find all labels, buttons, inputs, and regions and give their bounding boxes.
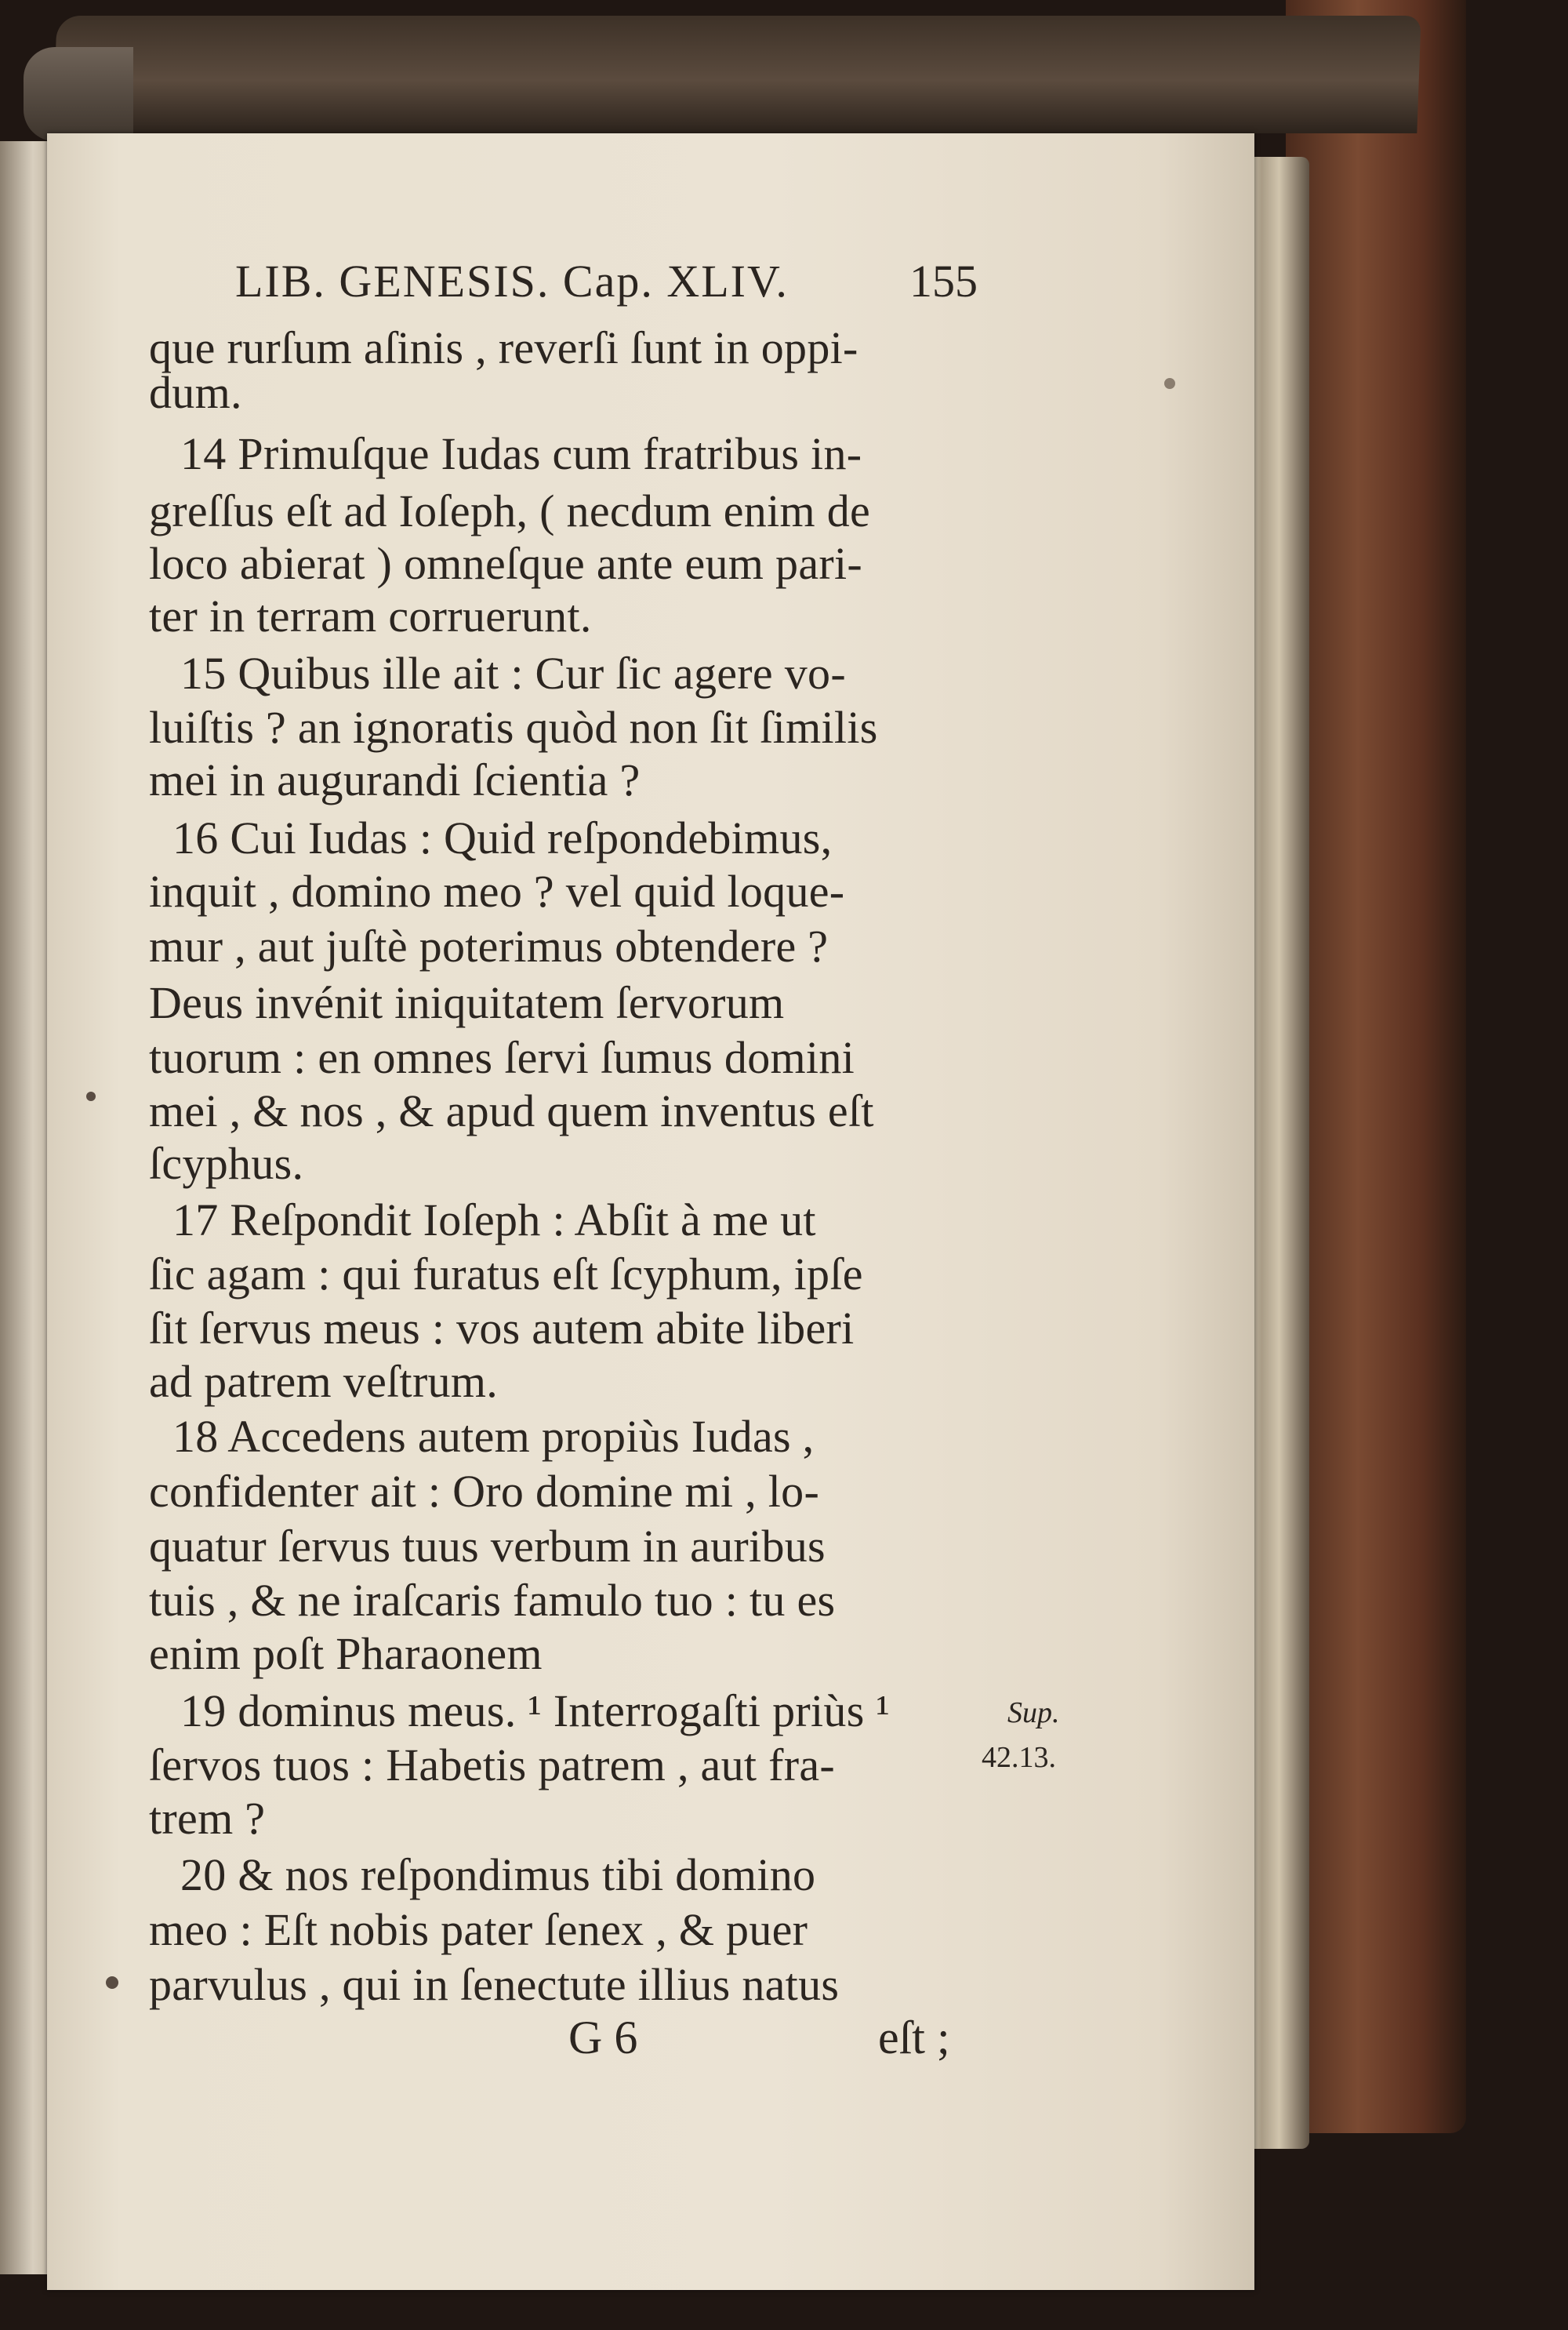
text-line: 15 Quibus ille ait : Cur ſic agere vo- <box>180 648 846 699</box>
text-line: ſervos tuos : Habetis patrem , aut fra- <box>149 1739 835 1790</box>
text-line: inquit , domino meo ? vel quid loque- <box>149 866 845 917</box>
text-line: ſit ſervus meus : vos autem abite liberi <box>149 1303 855 1354</box>
text-line: mei in augurandi ſcientia ? <box>149 754 641 805</box>
running-title: LIB. GENESIS. Cap. XLIV. <box>235 256 789 307</box>
page-number: 155 <box>909 256 978 307</box>
text-line: trem ? <box>149 1793 266 1844</box>
text-line: mei , & nos , & apud quem inventus eſt <box>149 1085 874 1136</box>
text-line: 19 dominus meus. ¹ Interrogaſti priùs ¹ <box>180 1685 891 1736</box>
book-cover <box>1286 0 1466 2133</box>
text-line: loco abierat ) omneſque ante eum pari- <box>149 538 863 589</box>
text-line: 17 Reſpondit Ioſeph : Abſit à me ut <box>172 1194 816 1245</box>
marginal-note-line1: Sup. <box>1007 1696 1060 1729</box>
marginal-note-line2: 42.13. <box>982 1741 1056 1774</box>
text-line: confidenter ait : Oro domine mi , lo- <box>149 1466 820 1517</box>
text-line: mur , aut juſtè poterimus obtendere ? <box>149 921 829 972</box>
text-line: 14 Primuſque Iudas cum fratribus in- <box>180 428 862 479</box>
margin-speck <box>1164 378 1175 389</box>
text-line: ſic agam : qui furatus eſt ſcyphum, ipſe <box>149 1249 863 1299</box>
text-line: tuis , & ne iraſcaris famulo tuo : tu es <box>149 1575 836 1626</box>
margin-speck <box>86 1092 96 1101</box>
signature-mark: G 6 <box>568 2012 638 2063</box>
text-line: 20 & nos reſpondimus tibi domino <box>180 1849 816 1900</box>
text-line: dum. <box>149 367 242 418</box>
text-line: tuorum : en omnes ſervi ſumus domini <box>149 1032 855 1083</box>
text-line: ad patrem veſtrum. <box>149 1356 499 1407</box>
text-line: Deus invénit iniquitatem ſervorum <box>149 977 785 1028</box>
text-line: 16 Cui Iudas : Quid reſpondebimus, <box>172 812 833 863</box>
text-line: 18 Accedens autem propiùs Iudas , <box>172 1411 815 1462</box>
headband <box>24 47 133 141</box>
text-line: meo : Eſt nobis pater ſenex , & puer <box>149 1904 808 1955</box>
text-line: ſcyphus. <box>149 1138 304 1189</box>
text-line: luiſtis ? an ignoratis quòd non ſit ſimilis <box>149 702 878 753</box>
page-block-top-edge <box>53 16 1421 133</box>
text-line: quatur ſervus tuus verbum in auribus <box>149 1521 826 1572</box>
text-line: ter in terram corruerunt. <box>149 591 592 642</box>
text-line: parvulus , qui in ſenectute illius natus <box>149 1959 840 2010</box>
text-line: enim poſt Pharaonem <box>149 1628 543 1679</box>
catchword: eſt ; <box>878 2012 950 2063</box>
margin-speck <box>106 1976 118 1989</box>
text-line: greſſus eſt ad Ioſeph, ( necdum enim de <box>149 485 871 536</box>
text-line: que rurſum aſinis , reverſi ſunt in oppi- <box>149 322 858 373</box>
